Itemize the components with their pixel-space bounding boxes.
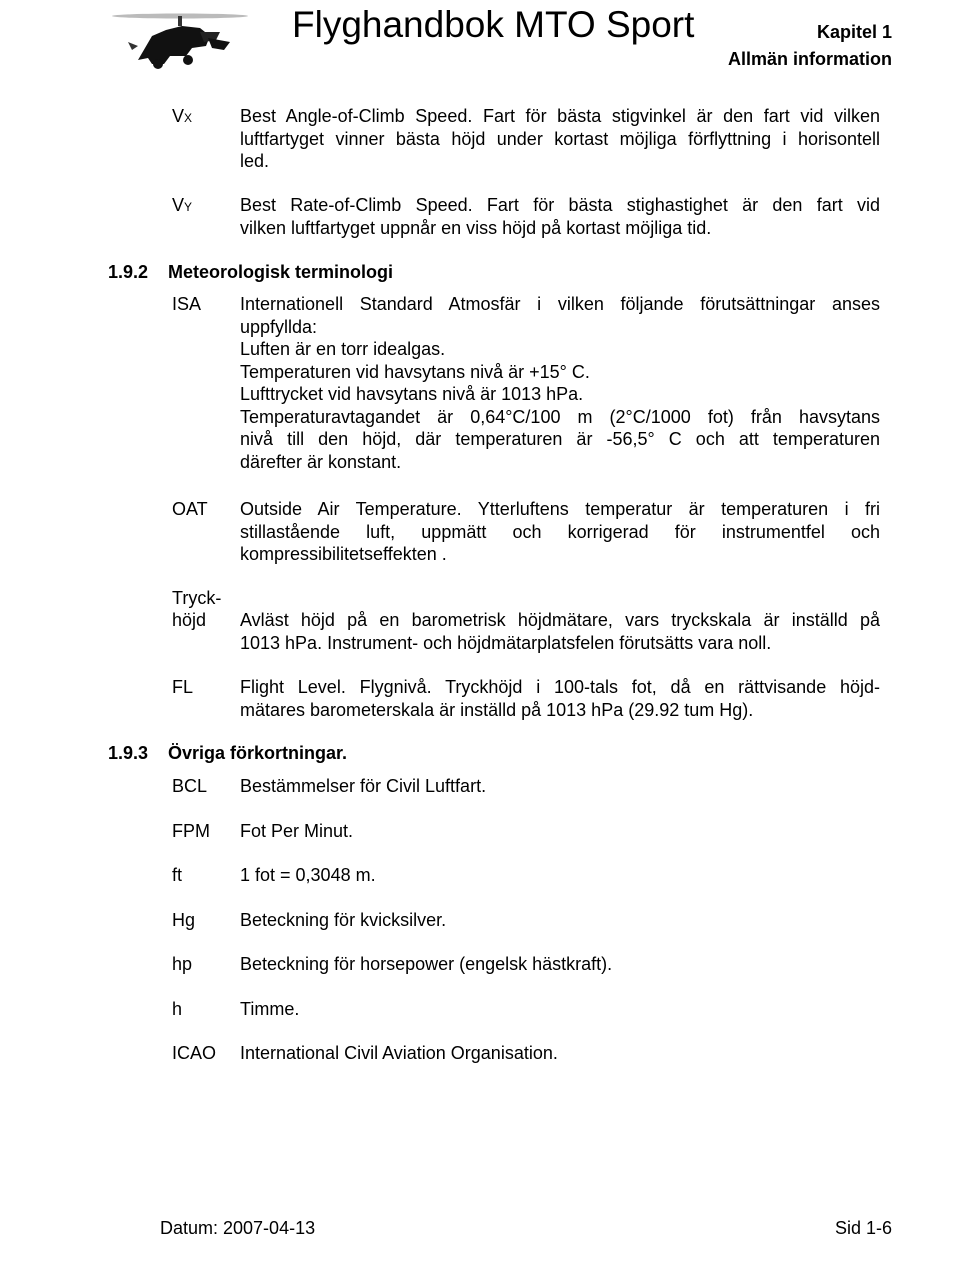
section-heading-1-9-3	[108, 742, 347, 764]
definition-line: 1013 hPa. Instrument- och höjdmätarplatsfelen förutsätts vara noll.	[240, 632, 772, 653]
abbr-fl: FL	[172, 677, 194, 697]
definition-line: led.	[240, 151, 270, 171]
definition-line: Best Rate-of-Climb Speed. Fart för bästa stighastighet är den fart vid	[240, 195, 880, 215]
definition-hp: Beteckning för horsepower (engelsk hästkraft).	[240, 954, 613, 974]
section-title: Meteorologisk terminologi	[168, 262, 394, 282]
abbr-oat: OAT	[172, 499, 208, 519]
footer-date: Datum: 2007-04-13	[160, 1218, 316, 1238]
abbr-fpm: FPM	[172, 821, 210, 841]
abbr-h: h	[172, 999, 183, 1019]
definition-line: nivå till den höjd, där temperaturen är -56,5° C och att temperaturen	[240, 429, 880, 449]
definition-fl	[240, 676, 880, 721]
abbr-hg: Hg	[172, 910, 196, 930]
definition-ft: 1 fot = 0,3048 m.	[240, 865, 376, 885]
abbr-isa: ISA	[172, 294, 202, 314]
abbr-tryckhojd	[172, 587, 221, 631]
definition-tryckhojd	[240, 609, 880, 654]
definition-vx	[240, 105, 880, 173]
definition-fpm: Fot Per Minut.	[240, 821, 354, 841]
abbr-bcl: BCL	[172, 776, 208, 796]
abbr-vy	[172, 194, 192, 218]
abbr-vy-sub: Y	[184, 200, 193, 214]
definition-line: Temperaturen vid havsytans nivå är +15° C.	[240, 361, 590, 382]
footer-page-number: Sid 1-6	[834, 1218, 892, 1238]
abbr-hp: hp	[172, 954, 193, 974]
definition-line: Luften är en torr idealgas.	[240, 339, 446, 359]
section-heading-1-9-2	[108, 261, 393, 283]
document-title: Flyghandbok MTO Sport	[292, 4, 695, 45]
definition-line: Flight Level. Flygnivå. Tryckhöjd i 100-tals fot, då en rättvisande höjd-	[240, 677, 880, 697]
chapter-subtitle: Allmän information	[727, 49, 892, 69]
definition-h: Timme.	[240, 999, 300, 1019]
definition-line: därefter är konstant.	[240, 451, 402, 472]
definition-line: kompressibilitetseffekten .	[240, 544, 447, 564]
definition-line: Best Angle-of-Climb Speed. Fart för bästa stigvinkel är den fart vid vilken	[240, 106, 880, 126]
definition-hg: Beteckning för kvicksilver.	[240, 910, 447, 930]
definition-line: Lufttrycket vid havsytans nivå är 1013 hPa.	[240, 384, 584, 404]
definition-isa	[240, 293, 880, 473]
definition-line: vilken luftfartyget uppnår en viss höjd på kortast möjliga tid.	[240, 217, 712, 238]
abbr-icao: ICAO	[172, 1043, 217, 1063]
definition-vy	[240, 194, 880, 239]
gyrocopter-logo	[108, 2, 248, 74]
abbr-line: höjd	[172, 610, 207, 630]
abbr-vx	[172, 105, 192, 129]
abbr-vx-main: V	[172, 106, 185, 126]
definition-bcl: Bestämmelser för Civil Luftfart.	[240, 776, 487, 796]
definition-line: Temperaturavtagandet är 0,64°C/100 m (2°C/1000 fot) från havsytans	[240, 406, 880, 427]
definition-icao: International Civil Aviation Organisation.	[240, 1043, 558, 1063]
definition-line: Avläst höjd på en barometrisk höjdmätare, vars tryckskala är inställd på	[240, 610, 880, 630]
definition-oat	[240, 498, 880, 566]
definition-line: uppfyllda:	[240, 316, 318, 337]
section-number: 1.9.3	[108, 743, 149, 763]
chapter-label: Kapitel 1	[816, 22, 892, 42]
section-number: 1.9.2	[108, 262, 149, 282]
definition-line: Internationell Standard Atmosfär i vilken följande förutsättningar anses	[240, 294, 880, 314]
abbr-line: Tryck-	[172, 588, 222, 608]
definition-line: Outside Air Temperature. Ytterluftens temperatur är temperaturen i fri	[240, 499, 880, 519]
section-title: Övriga förkortningar.	[168, 743, 348, 763]
definition-line: luftfartyget vinner bästa höjd under kortast möjliga förflyttning i horisontell	[240, 128, 880, 149]
definition-line: mätares barometerskala är inställd på 1013 hPa (29.92 tum Hg).	[240, 699, 754, 720]
abbr-vx-sub: X	[184, 111, 193, 125]
abbr-ft: ft	[172, 865, 183, 885]
abbr-vy-main: V	[172, 195, 185, 215]
definition-line: stillastående luft, uppmätt och korrigerad för instrumentfel och	[240, 521, 880, 542]
